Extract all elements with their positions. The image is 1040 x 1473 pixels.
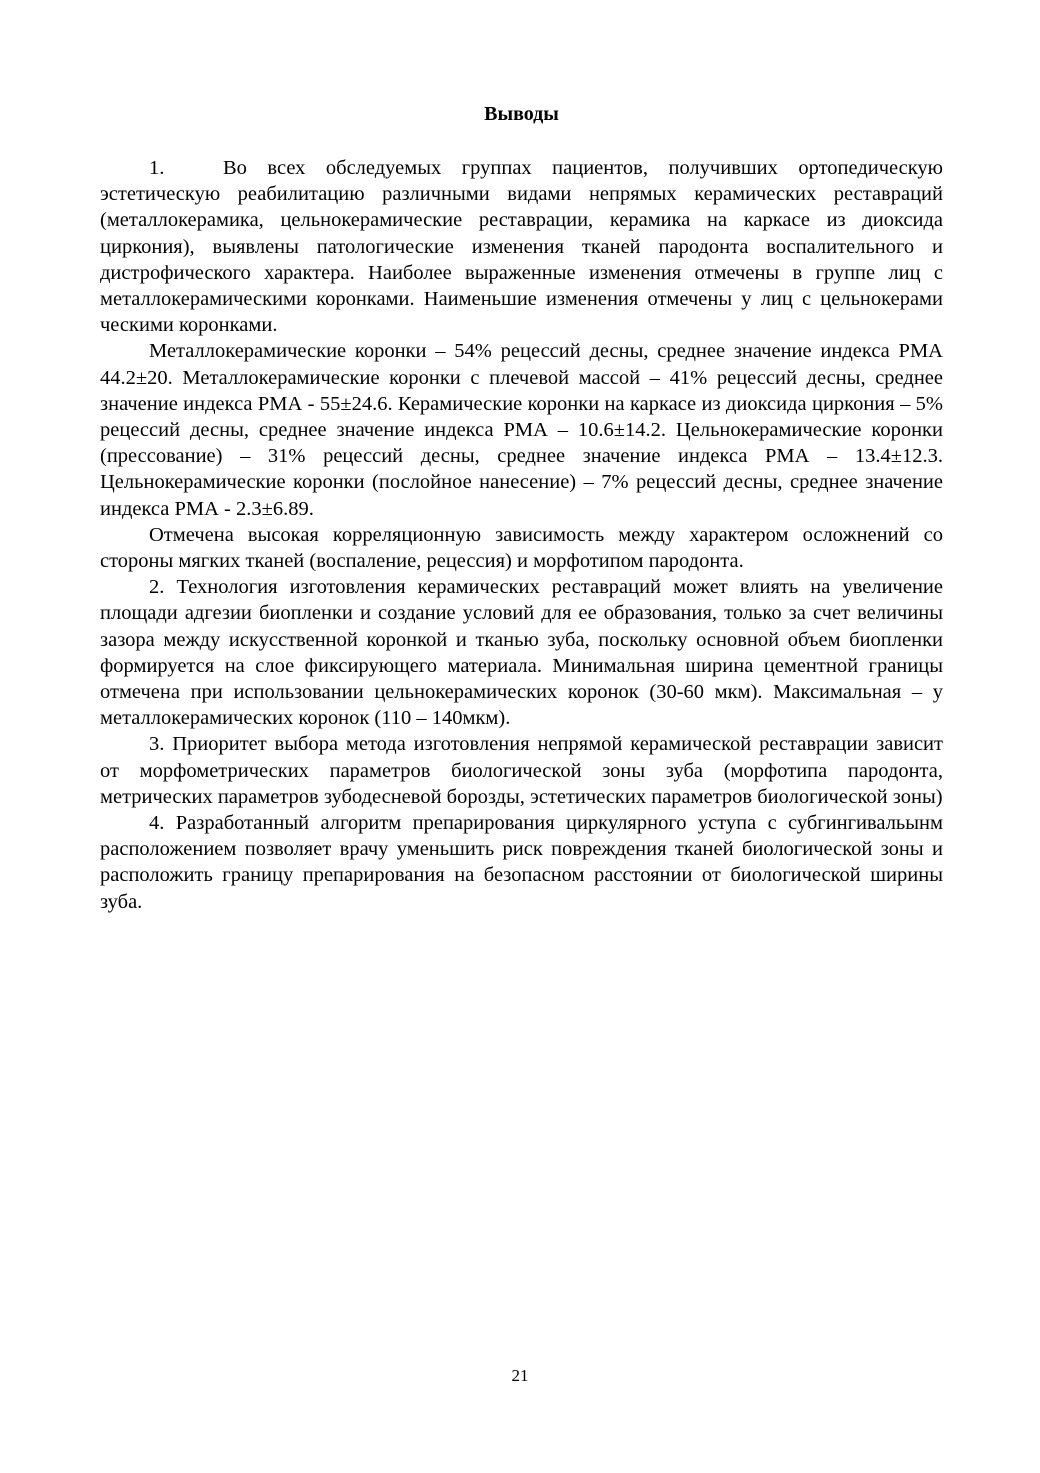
conclusion-paragraph-3: Отмечена высокая корреляционную зависимость между характером осложнений со стороны мягких тканей (воспаление, рецессия) и морфотипом пародонта.	[100, 523, 943, 573]
conclusion-paragraph-1	[100, 155, 943, 338]
conclusion-paragraph-4: 2. Технология изготовления керамических реставраций может влиять на увеличение площади адгезии биопленки и создание условий для ее образования, только за счет величины зазора между искусственной коронкой и тканью зуба, поскольку основной объем биопленки формируется на слое фиксирующего материала. Минимальная ширина цементной границы отмечена при использовании цельнокерамических коронок (30-60 мкм). Максимальная – у металлокерамических коронок (110 – 140мкм).	[100, 576, 943, 730]
paragraph-text: Во всех обследуемых группах пациентов, получивших ортопедическую эстетическую реабилитацию различными видами непрямых керамических реставраций (металлокерамика, цельнокерамические реставрации, керамика на каркасе из диоксида циркония), выявлены патологические изменения тканей пародонта воспалительного и дистрофического характера. Наиболее выраженные изменения отмечены в группе лиц с металлокерамическими коронками. Наименьшие изменения отмечены у лиц с цельнокерами ческими коронками.	[100, 157, 943, 337]
page-number: 21	[511, 1366, 529, 1385]
paragraph-number: 1.	[149, 157, 165, 179]
conclusion-paragraph-2: Металлокерамические коронки – 54% рецессий десны, среднее значение индекса РМА 44.2±20. Металлокерамические коронки с плечевой массой – 41% рецессий десны, среднее значение индекса РМА - 55±24.6. Керамические коронки на каркасе из диоксида циркония – 5% рецессий десны, среднее значение индекса РМА – 10.6±14.2. Цельнокерамические коронки (прессование) – 31% рецессий десны, среднее значение индекса РМА – 13.4±12.3. Цельнокерамические коронки (послойное нанесение) – 7% рецессий десны, среднее значение индекса РМА - 2.3±6.89.	[100, 340, 943, 520]
document-page	[100, 100, 943, 915]
conclusion-paragraph-5: 3. Приоритет выбора метода изготовления непрямой керамической реставрации зависит от морфометрических параметров биологической зоны зуба (морфотипа пародонта, метрических параметров зубодесневой борозды, эстетических параметров биологической зоны)	[100, 733, 943, 808]
conclusion-paragraph-6: 4. Разработанный алгоритм препарирования циркулярного уступа с субгингивальынм расположением позволяет врачу уменьшить риск повреждения тканей биологической зоны и расположить границу препарирования на безопасном расстоянии от биологической ширины зуба.	[100, 812, 943, 913]
page-title: Выводы	[484, 103, 559, 125]
